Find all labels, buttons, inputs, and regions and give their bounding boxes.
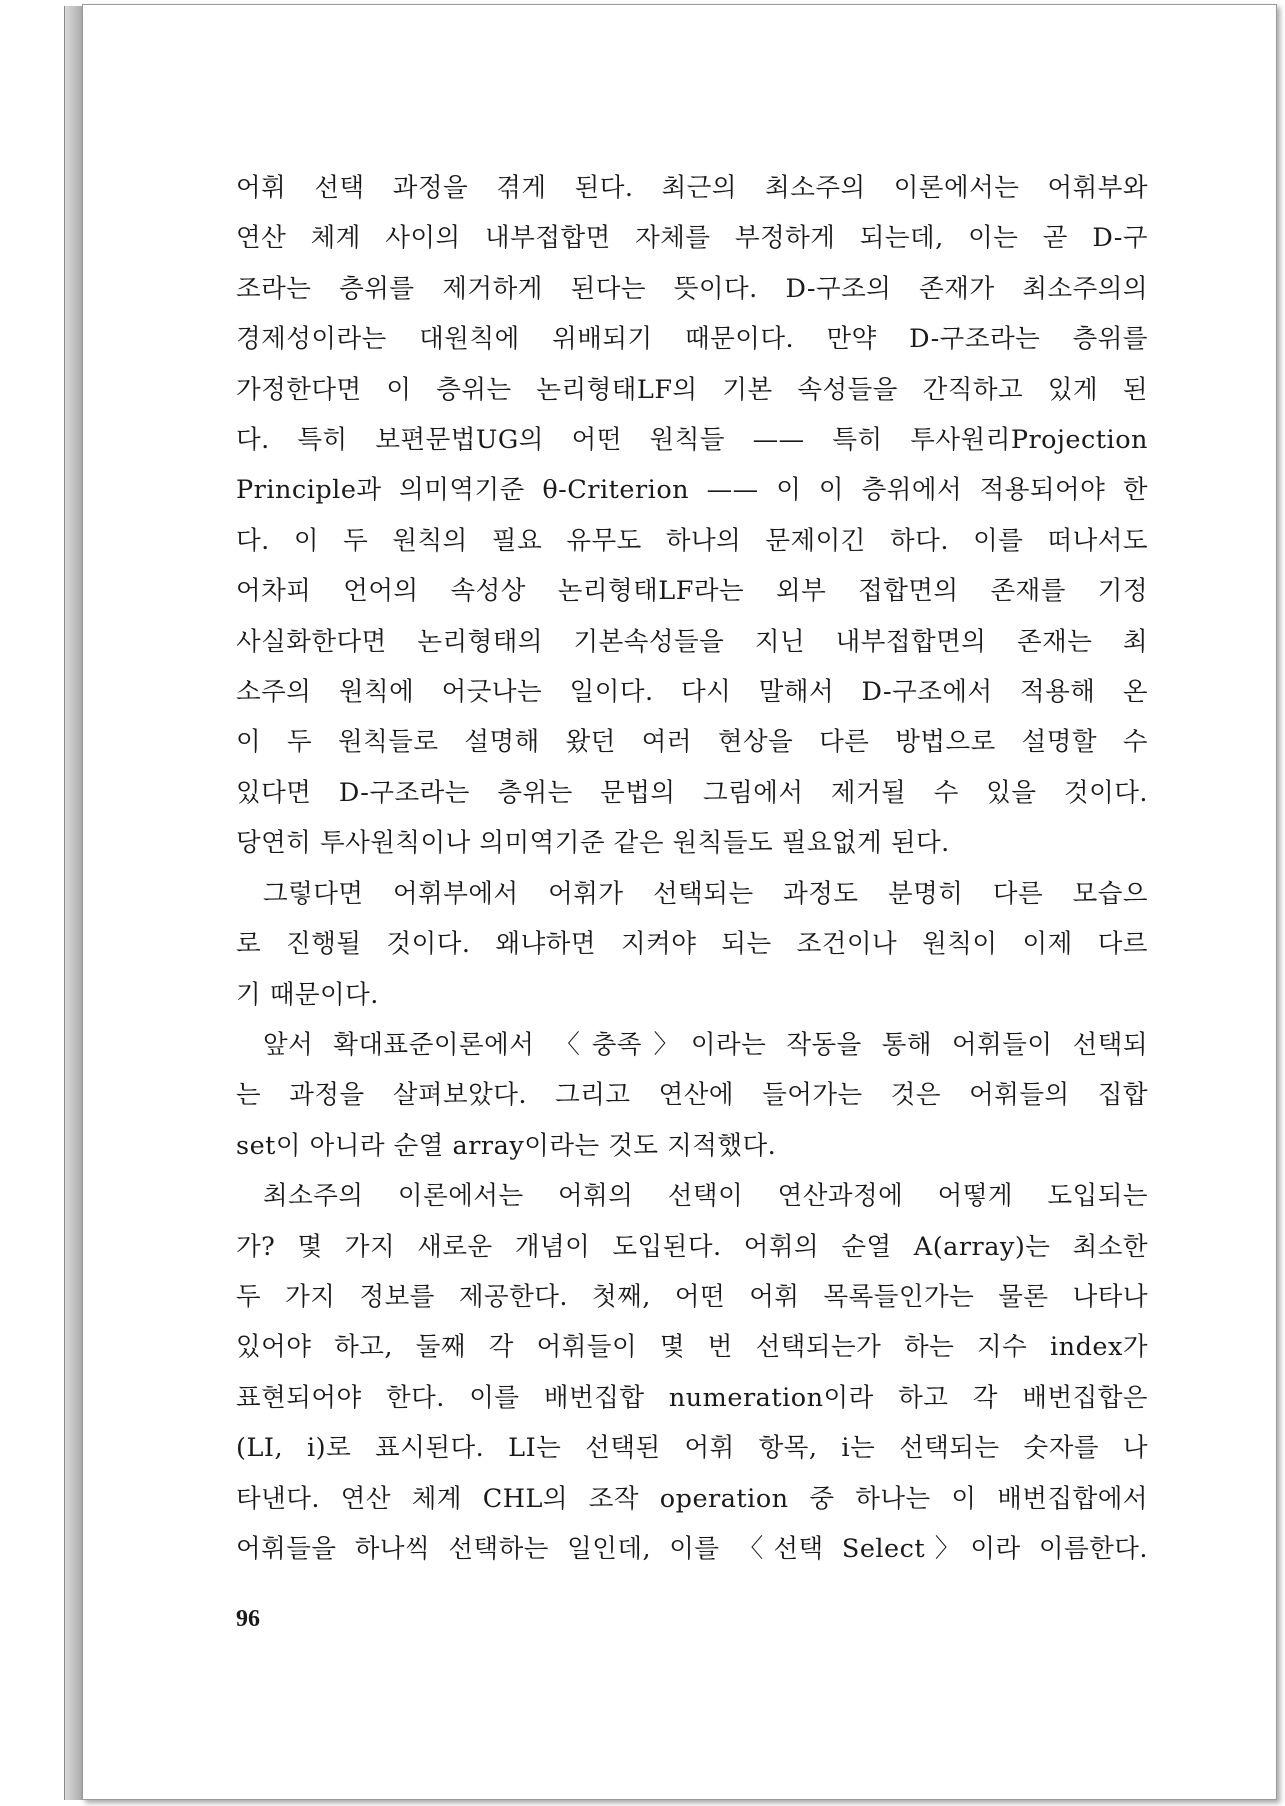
text-line: set이 아니라 순열 array이라는 것도 지적했다. [236,1130,777,1161]
text-line: 소주의 원칙에 어긋나는 일이다. 다시 말해서 D-구조에서 적용해 온 [236,677,1148,708]
text-line: 최소주의 이론에서는 어휘의 선택이 연산과정에 어떻게 도입되는 [263,1181,1148,1212]
text-line: 그렇다면 어휘부에서 어휘가 선택되는 과정도 분명히 다른 모습으 [263,878,1148,909]
text-line: 다. 이 두 원칙의 필요 유무도 하나의 문제이긴 하다. 이를 떠나서도 [236,525,1148,556]
text-line: 는 과정을 살펴보았다. 그리고 연산에 들어가는 것은 어휘들의 집합 [236,1080,1148,1111]
text-line: Principle과 의미역기준 θ-Criterion —— 이 이 층위에서 적용되어야 한 [236,475,1148,506]
text-line: 있어야 하고, 둘째 각 어휘들이 몇 번 선택되는가 하는 지수 index가 [236,1332,1148,1363]
paragraph-3 [236,1020,1148,1171]
text-line: 당연히 투사원칙이나 의미역기준 같은 원칙들도 필요없게 된다. [236,828,950,859]
text-line: 연산 체계 사이의 내부접합면 자체를 부정하게 되는데, 이는 곧 D-구 [236,223,1148,254]
body-text [236,163,1148,1574]
text-line: 어휘 선택 과정을 겪게 된다. 최근의 최소주의 이론에서는 어휘부와 [236,173,1148,203]
text-line: 표현되어야 한다. 이를 배번집합 numeration이라 하고 각 배번집합은 [236,1382,1148,1413]
paragraph-4 [236,1171,1148,1574]
book-spine-edge [64,6,83,1800]
page-number: 96 [236,1606,260,1632]
paragraph-2 [236,869,1148,1020]
text-line: 이 두 원칙들로 설명해 왔던 여러 현상을 다른 방법으로 설명할 수 [236,727,1148,758]
text-line: 조라는 층위를 제거하게 된다는 뜻이다. D-구조의 존재가 최소주의의 [236,273,1148,304]
text-line: 앞서 확대표준이론에서 〈충족〉이라는 작동을 통해 어휘들이 선택되 [263,1029,1148,1060]
text-line: 로 진행될 것이다. 왜냐하면 지켜야 되는 조건이나 원칙이 이제 다르 [236,929,1148,960]
text-line: 기 때문이다. [236,979,379,1010]
text-line: 가? 몇 가지 새로운 개념이 도입된다. 어휘의 순열 A(array)는 최소한 [236,1231,1148,1262]
text-line: 어차피 언어의 속성상 논리형태LF라는 외부 접합면의 존재를 기정 [236,576,1148,607]
text-line: 다. 특히 보편문법UG의 어떤 원칙들 —— 특히 투사원리Projection [236,425,1148,456]
text-line: (LI, i)로 표시된다. LI는 선택된 어휘 항목, i는 선택되는 숫자를 나 [236,1433,1148,1464]
text-line: 경제성이라는 대원칙에 위배되기 때문이다. 만약 D-구조라는 층위를 [236,324,1148,355]
text-line: 사실화한다면 논리형태의 기본속성들을 지닌 내부접합면의 존재는 최 [236,626,1148,657]
text-line: 있다면 D-구조라는 층위는 문법의 그림에서 제거될 수 있을 것이다. [236,777,1148,808]
text-line: 어휘들을 하나씩 선택하는 일인데, 이를 〈선택 Select〉이라 이름한다. [236,1533,1148,1564]
text-line: 두 가지 정보를 제공한다. 첫째, 어떤 어휘 목록들인가는 물론 나타나 [236,1281,1148,1312]
text-line: 타낸다. 연산 체계 CHL의 조작 operation 중 하나는 이 배번집합에서 [236,1483,1148,1514]
text-line: 가정한다면 이 층위는 논리형태LF의 기본 속성들을 간직하고 있게 된 [236,374,1148,405]
paragraph-1 [236,163,1148,869]
